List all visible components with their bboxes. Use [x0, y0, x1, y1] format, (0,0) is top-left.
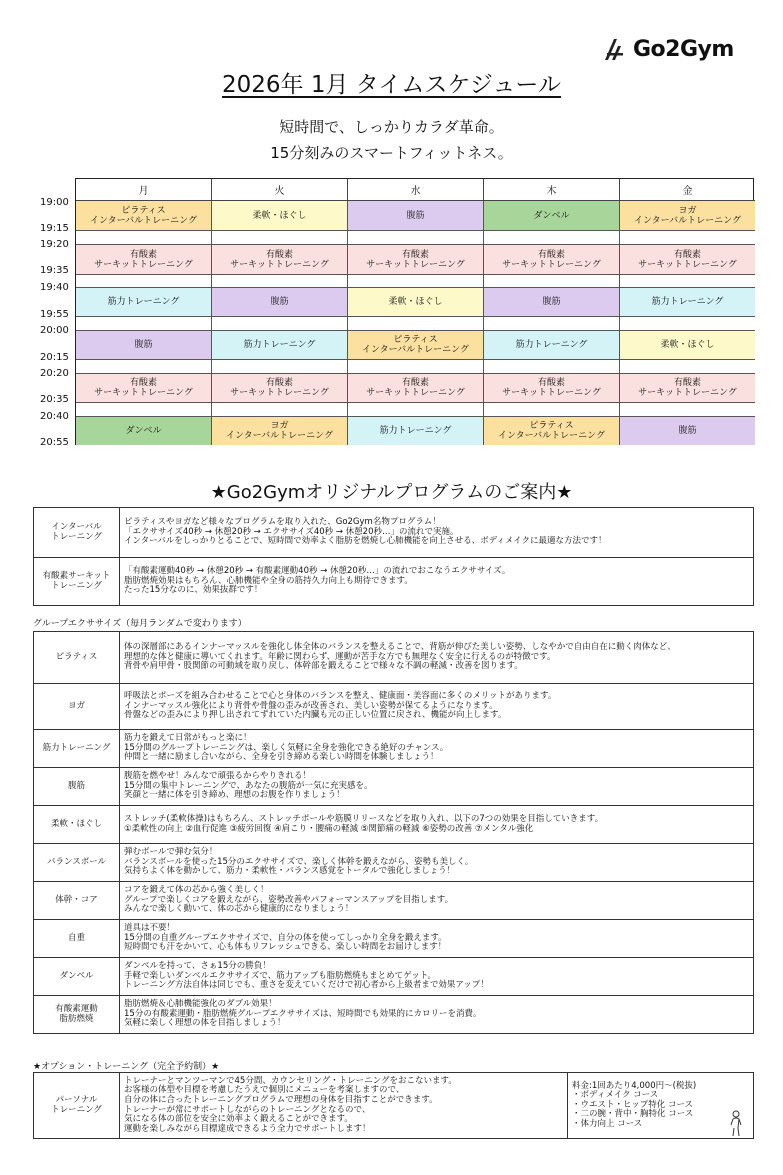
- brand-name: Go2Gym: [633, 36, 734, 62]
- class-name: 有酸素: [129, 249, 157, 260]
- break-gap: [484, 275, 620, 288]
- program-desc: 呼吸法とポーズを組み合わせることで心と身体のバランスを整え、健康面・美容面に多くのメリットがあります。 インナーマッスル強化により背骨や骨盤の歪みが改善され、美しい姿勢が保てるようになります。 骨盤などの歪みにより押し出されてずれていた内臓も元の正しい位置に戻され、機能が向上します。: [120, 684, 754, 730]
- break-gap: [484, 317, 620, 331]
- group-exercise-label: グループエクササイズ（毎月ランダムで変わります）: [33, 619, 247, 629]
- program-name: 柔軟・ほぐし: [34, 806, 120, 844]
- program-row: [34, 844, 754, 882]
- class-cell[interactable]: [76, 331, 212, 360]
- program-desc: ストレッチ(柔軟体操)はもちろん、ストレッチポールや筋膜リリースなどを取り入れ、以下の7つの効果を目指していきます。 ①柔軟性の向上 ②血行促進 ③疲労回復 ④肩こり・腰痛の軽減 ⑤関節痛の軽減 ⑥姿勢の改善 ⑦メンタル強化: [120, 806, 754, 844]
- class-cell[interactable]: [620, 374, 755, 403]
- program-name: ヨガ: [34, 684, 120, 730]
- class-name: ピラティス: [121, 205, 166, 216]
- class-cell[interactable]: [212, 288, 348, 317]
- class-subname: サーキットトレーニング: [230, 259, 329, 270]
- program-row: [34, 684, 754, 730]
- program-row: [34, 958, 754, 996]
- time-label: 19:40: [40, 282, 69, 293]
- option-name: パーソナル トレーニング: [34, 1073, 120, 1139]
- class-cell[interactable]: [484, 201, 620, 231]
- time-label: 19:35: [40, 265, 69, 276]
- class-subname: サーキットトレーニング: [638, 259, 737, 270]
- class-name: 有酸素: [673, 378, 701, 388]
- option-row: [34, 1073, 754, 1139]
- break-gap: [620, 317, 755, 331]
- class-subname: サーキットトレーニング: [230, 388, 329, 398]
- time-label: 20:15: [40, 352, 69, 363]
- break-gap: [212, 275, 348, 288]
- class-cell[interactable]: [484, 245, 620, 275]
- program-name: 体幹・コア: [34, 882, 120, 920]
- program-name: 有酸素サーキット トレーニング: [34, 558, 120, 606]
- class-cell[interactable]: [620, 331, 755, 360]
- break-gap: [620, 275, 755, 288]
- program-name: バランスボール: [34, 844, 120, 882]
- class-cell[interactable]: [348, 331, 484, 360]
- class-subname: サーキットトレーニング: [94, 388, 193, 398]
- class-cell[interactable]: [212, 201, 348, 231]
- class-cell[interactable]: [76, 201, 212, 231]
- class-name: 有酸素: [673, 249, 701, 260]
- time-label: 19:55: [40, 309, 69, 320]
- class-name: 筋力トレーニング: [107, 297, 180, 307]
- class-name: 有酸素: [537, 249, 565, 260]
- break-gap: [76, 231, 212, 245]
- break-gap: [212, 231, 348, 245]
- program-desc: 腹筋を燃やせ！みんなで頑張るからやりきれる！ 15分間の集中トレーニングで、あなたの腹筋が一気に充実感を。 笑顔と一緒に体を引き締め、理想のお腹を作りましょう！: [120, 768, 754, 806]
- program-name: ピラティス: [34, 632, 120, 684]
- class-cell[interactable]: [620, 245, 755, 275]
- class-name: 腹筋: [678, 426, 697, 436]
- class-cell[interactable]: [484, 374, 620, 403]
- class-subname: インターバルトレーニング: [89, 215, 197, 226]
- time-label: 20:00: [40, 325, 69, 336]
- class-subname: サーキットトレーニング: [366, 388, 465, 398]
- break-gap: [76, 317, 212, 331]
- day-header: 金: [620, 179, 755, 201]
- class-name: 有酸素: [265, 249, 293, 260]
- program-desc: 「有酸素運動40秒 → 休憩20秒 → 有酸素運動40秒 → 休憩20秒…」の流れでおこなうエクササイズ。 脂肪燃焼効果はもちろん、心肺機能や全身の筋持久力向上も期待できます。 たった15分なのに、効果抜群です！: [120, 558, 754, 606]
- class-cell[interactable]: [484, 417, 620, 445]
- program-row: [34, 920, 754, 958]
- break-gap: [620, 403, 755, 417]
- class-name: 腹筋: [270, 297, 289, 307]
- break-gap: [620, 231, 755, 245]
- break-gap: [348, 403, 484, 417]
- class-cell[interactable]: [212, 331, 348, 360]
- program-name: 筋力トレーニング: [34, 730, 120, 768]
- day-header: 火: [212, 179, 348, 201]
- break-gap: [348, 231, 484, 245]
- time-label: 20:40: [40, 411, 69, 422]
- option-table: [33, 1072, 754, 1139]
- program-desc: ピラティスやヨガなど様々なプログラムを取り入れた、Go2Gym名物プログラム！ 「エクササイズ40秒 → 休憩20秒 → エクササイズ40秒 → 休憩20秒…」の流れで実施。 インターバルをしっかりとることで、短時間で効率よく脂肪を燃焼し心肺機能を向上させる、ボディメイクに最適な方法です！: [120, 508, 754, 558]
- section-title: ★Go2Gymオリジナルプログラムのご案内★: [210, 482, 573, 503]
- class-name: 柔軟・ほぐし: [660, 340, 715, 350]
- class-name: ダンベル: [533, 210, 570, 221]
- program-desc: ダンベルを持って、さぁ15分の勝負！ 手軽で楽しいダンベルエクササイズで、筋力アップも脂肪燃焼もまとめてゲット。 トレーニング方法自体は同じでも、重さを変えていくだけで初心者から上級者まで効果アップ！: [120, 958, 754, 996]
- subtitle-1: 短時間で、しっかりカラダ革命。: [279, 118, 504, 136]
- program-name: ダンベル: [34, 958, 120, 996]
- class-subname: サーキットトレーニング: [94, 259, 193, 270]
- class-subname: インターバルトレーニング: [225, 431, 333, 441]
- brand-logo: [603, 36, 734, 62]
- class-name: ピラティス: [393, 335, 438, 345]
- option-label: ★オプション・トレーニング（完全予約制）★: [33, 1062, 220, 1072]
- class-name: 筋力トレーニング: [515, 340, 588, 350]
- break-gap: [484, 360, 620, 374]
- class-name: 腹筋: [406, 210, 425, 221]
- program-row: [34, 882, 754, 920]
- class-name: ダンベル: [125, 426, 162, 436]
- break-gap: [76, 403, 212, 417]
- program-name: インターバル トレーニング: [34, 508, 120, 558]
- class-cell[interactable]: [348, 288, 484, 317]
- day-header: 水: [348, 179, 484, 201]
- time-label: 19:00: [40, 197, 69, 208]
- brand-mark-icon: [603, 36, 629, 62]
- class-subname: インターバルトレーニング: [361, 345, 469, 355]
- day-header: 月: [76, 179, 212, 201]
- time-label: 19:20: [40, 239, 69, 250]
- class-cell[interactable]: [212, 374, 348, 403]
- class-cell[interactable]: [484, 288, 620, 317]
- class-name: 有酸素: [401, 378, 429, 388]
- subtitle-2: 15分刻みのスマートフィットネス。: [270, 144, 513, 162]
- break-gap: [212, 317, 348, 331]
- break-gap: [348, 275, 484, 288]
- break-gap: [212, 360, 348, 374]
- class-name: 筋力トレーニング: [651, 297, 724, 307]
- program-table: [33, 507, 754, 606]
- class-cell[interactable]: [76, 245, 212, 275]
- program-row: [34, 730, 754, 768]
- group-exercise-table: [33, 631, 754, 1034]
- time-label: 20:55: [40, 437, 69, 448]
- break-gap: [348, 360, 484, 374]
- class-name: 有酸素: [537, 378, 565, 388]
- class-name: 有酸素: [265, 378, 293, 388]
- class-cell[interactable]: [212, 245, 348, 275]
- option-price: 料金:1回あたり4,000円～(税抜) ・ボディメイク コース ・ウエスト・ヒップ特化 コース ・二の腕・背中・胸特化 コース ・体力向上 コース: [568, 1073, 754, 1139]
- class-cell[interactable]: [620, 201, 755, 231]
- break-gap: [484, 231, 620, 245]
- program-name: 有酸素運動 脂肪燃焼: [34, 996, 120, 1034]
- program-name: 腹筋: [34, 768, 120, 806]
- class-name: 有酸素: [401, 249, 429, 260]
- break-gap: [484, 403, 620, 417]
- break-gap: [76, 275, 212, 288]
- class-cell[interactable]: [76, 417, 212, 445]
- class-subname: インターバルトレーニング: [497, 431, 605, 441]
- program-desc: 道具は不要！ 15分間の自重グループエクササイズで、自分の体を使ってしっかり全身を鍛えます。 短時間でも汗をかいて、心も体もリフレッシュできる、楽しい時間をお届けします！: [120, 920, 754, 958]
- class-cell[interactable]: [348, 201, 484, 231]
- class-name: ヨガ: [270, 421, 289, 431]
- time-label: 19:15: [40, 223, 69, 234]
- class-name: 筋力トレーニング: [243, 340, 316, 350]
- program-row: [34, 806, 754, 844]
- program-row: [34, 558, 754, 606]
- page-title: 2026年 1月 タイムスケジュール: [222, 72, 561, 98]
- class-cell[interactable]: [620, 417, 755, 445]
- program-row: [34, 508, 754, 558]
- class-subname: インターバルトレーニング: [633, 215, 741, 226]
- break-gap: [212, 403, 348, 417]
- time-label: 20:35: [40, 394, 69, 405]
- class-cell[interactable]: [484, 331, 620, 360]
- time-label: 20:20: [40, 368, 69, 379]
- trainer-figure-icon: [729, 1110, 743, 1138]
- class-name: 柔軟・ほぐし: [252, 210, 307, 221]
- break-gap: [348, 317, 484, 331]
- class-cell[interactable]: [212, 417, 348, 445]
- class-cell[interactable]: [76, 374, 212, 403]
- program-desc: コアを鍛えて体の芯から強く美しく！ グループで楽しくコアを鍛えながら、姿勢改善やパフォーマンスアップを目指します。 みんなで楽しく動いて、体の芯から健康的になりましょう！: [120, 882, 754, 920]
- class-subname: サーキットトレーニング: [638, 388, 737, 398]
- class-cell[interactable]: [348, 417, 484, 445]
- class-subname: サーキットトレーニング: [502, 388, 601, 398]
- day-header: 木: [484, 179, 620, 201]
- class-cell[interactable]: [348, 374, 484, 403]
- program-row: [34, 996, 754, 1034]
- break-gap: [76, 360, 212, 374]
- class-name: 腹筋: [134, 340, 153, 350]
- class-subname: サーキットトレーニング: [502, 259, 601, 270]
- program-desc: 体の深層部にあるインナーマッスルを強化し体全体のバランスを整えることで、背筋が伸びた美しい姿勢、しなやかで自由自在に動く肉体など、 理想的な体と健康に導いてくれます。年齢に関わらず、運動が苦手な方でも無理なく安全に行えるのが特徴です。 背骨や肩甲骨・股関節の可動域を取り戻し、体幹部を鍛えることで様々な不調の軽減・改善を図ります。: [120, 632, 754, 684]
- program-row: [34, 632, 754, 684]
- program-desc: 弾むボールで弾む気分！ バランスボールを使った15分のエクササイズで、楽しく体幹を鍛えながら、姿勢も美しく。 気持ちよく体を動かして、筋力・柔軟性・バランス感覚をトータルで強化しましょう！: [120, 844, 754, 882]
- program-name: 自重: [34, 920, 120, 958]
- class-name: 柔軟・ほぐし: [388, 297, 443, 307]
- schedule-table: [75, 178, 754, 445]
- program-row: [34, 768, 754, 806]
- program-desc: 脂肪燃焼＆心肺機能強化のダブル効果！ 15分の有酸素運動・脂肪燃焼グループエクササイズは、短時間でも効果的にカロリーを消費。 気軽に楽しく理想の体を目指しましょう！: [120, 996, 754, 1034]
- program-desc: 筋力を鍛えて日常がもっと楽に！ 15分間のグループトレーニングは、楽しく気軽に全身を強化できる絶好のチャンス。 仲間と一緒に励まし合いながら、全身を引き締める楽しい時間を体験しましょう！: [120, 730, 754, 768]
- option-desc: トレーナーとマンツーマンで45分間、カウンセリング・トレーニングをおこないます。 お客様の体型や目標を考慮したうえで個別にメニューを考案しますので、 自分の体に合ったトレーニングプログラムで理想の身体を目指すことができます。 トレーナーが常にサポートしながらのトレーニングとなるので、 気になる体の部位を安全に効率よく鍛えることができます。 運動を楽しみながら目標達成できるよう全力でサポートします！: [120, 1073, 568, 1139]
- break-gap: [620, 360, 755, 374]
- class-subname: サーキットトレーニング: [366, 259, 465, 270]
- class-name: 筋力トレーニング: [379, 426, 452, 436]
- class-name: ピラティス: [529, 421, 574, 431]
- class-name: 有酸素: [129, 378, 157, 388]
- class-cell[interactable]: [76, 288, 212, 317]
- class-name: ヨガ: [678, 205, 697, 216]
- class-cell[interactable]: [620, 288, 755, 317]
- class-name: 腹筋: [542, 297, 561, 307]
- class-cell[interactable]: [348, 245, 484, 275]
